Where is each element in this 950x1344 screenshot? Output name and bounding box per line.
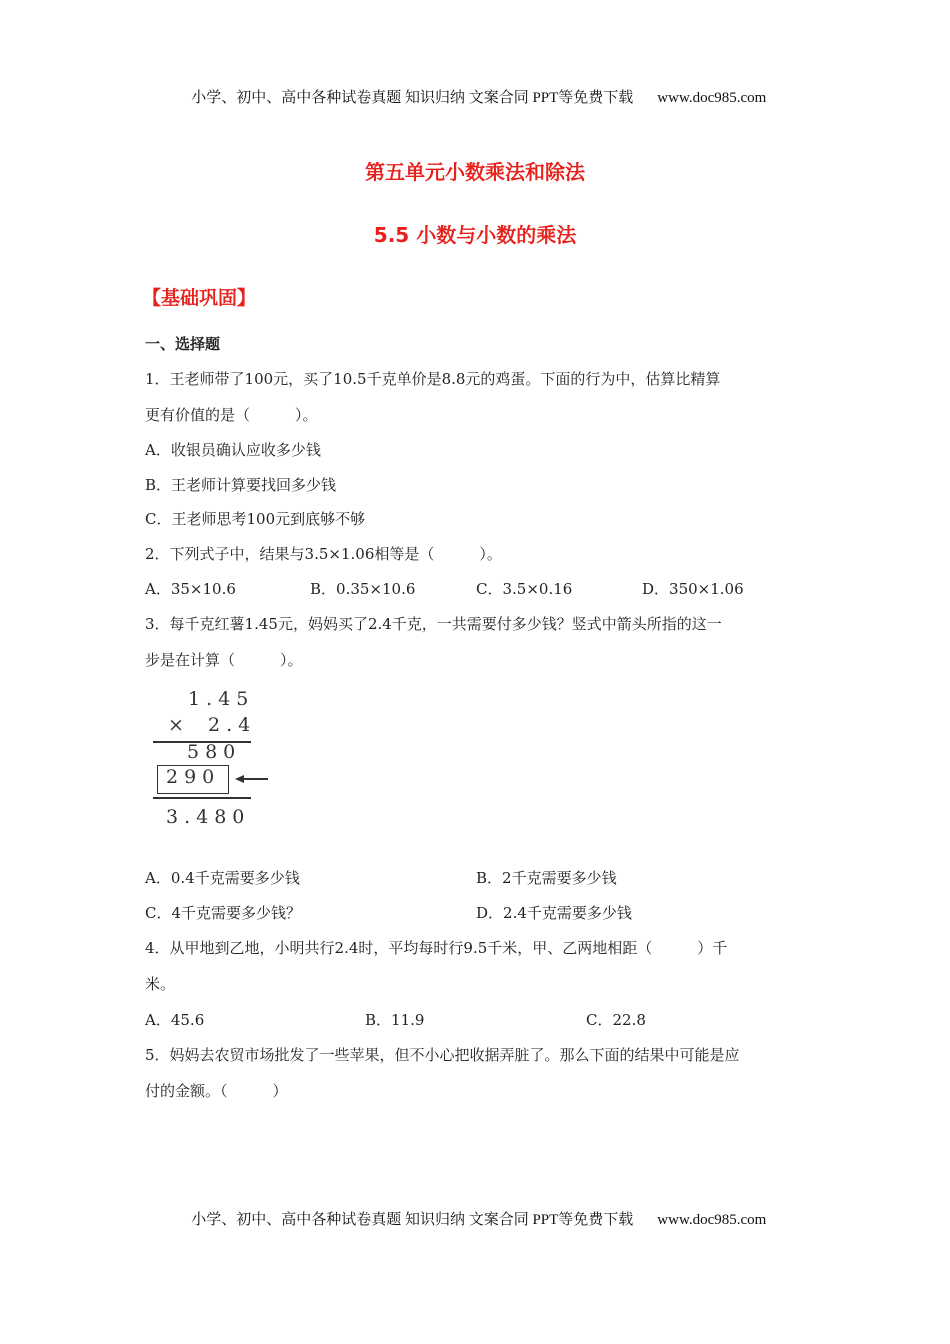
question-4-line-1: 4．从甲地到乙地，小明共行2.4时，平均每时行9.5千米，甲、乙两地相距（ ）千: [145, 939, 728, 957]
page-footer: [0, 1191, 950, 1229]
unit-title: 第五单元小数乘法和除法: [365, 160, 585, 184]
question-3-option-c: C．4千克需要多少钱？: [145, 904, 302, 922]
question-2-option-b: B．0.35×10.6: [310, 580, 416, 598]
question-4-option-c: C．22.8: [586, 1011, 646, 1029]
question-1-option-a: A．收银员确认应收多少钱: [145, 441, 321, 459]
divider-line-2: [153, 797, 251, 799]
partial-product-2: 290: [166, 766, 221, 788]
question-2-line-1: 2．下列式子中，结果与3.5×1.06相等是（ ）。: [145, 545, 502, 563]
multiplier: 2.4: [208, 714, 257, 736]
footer-url[interactable]: www.doc985.com: [657, 1212, 767, 1228]
page-header: [0, 69, 950, 107]
question-5-line-2: 付的金额。（ ）: [145, 1082, 288, 1100]
header-url[interactable]: www.doc985.com: [657, 90, 767, 106]
question-5-line-1: 5．妈妈去农贸市场批发了一些苹果，但不小心把收据弄脏了。那么下面的结果中可能是应: [145, 1046, 740, 1064]
question-1-option-c: C．王老师思考100元到底够不够: [145, 510, 366, 528]
question-4-line-2: 米。: [145, 975, 176, 993]
question-2-option-d: D．350×1.06: [642, 580, 744, 598]
lesson-title: 5.5 小数与小数的乘法: [373, 223, 577, 247]
question-2-option-a: A．35×10.6: [145, 580, 236, 598]
question-4-option-b: B．11.9: [365, 1011, 425, 1029]
arrow-shaft: [240, 778, 268, 780]
footer-text: 小学、初中、高中各种试卷真题 知识归纳 文案合同 PPT等免费下载: [191, 1212, 634, 1228]
question-3-line-2: 步是在计算（ ）。: [145, 651, 303, 669]
partial-product-1: 580: [187, 741, 242, 763]
part-heading: 一、选择题: [145, 335, 221, 353]
question-1-option-b: B．王老师计算要找回多少钱: [145, 476, 337, 494]
header-text: 小学、初中、高中各种试卷真题 知识归纳 文案合同 PPT等免费下载: [191, 90, 634, 106]
question-3-option-b: B．2千克需要多少钱: [476, 869, 617, 887]
question-1-line-2: 更有价值的是（ ）。: [145, 406, 318, 424]
question-2-option-c: C．3.5×0.16: [476, 580, 573, 598]
question-3-option-d: D．2.4千克需要多少钱: [476, 904, 632, 922]
question-4-option-a: A．45.6: [145, 1011, 205, 1029]
question-3-option-a: A．0.4千克需要多少钱: [145, 869, 300, 887]
question-1-line-1: 1．王老师带了100元，买了10.5千克单价是8.8元的鸡蛋。下面的行为中，估算比精算: [145, 370, 721, 388]
multiplicand: 1.45: [188, 688, 255, 710]
product: 3.480: [166, 806, 251, 828]
question-3-line-1: 3．每千克红薯1.45元，妈妈买了2.4千克，一共需要付多少钱？竖式中箭头所指的这一: [145, 615, 722, 633]
section-heading: 【基础巩固】: [142, 287, 257, 309]
multiply-sign: ×: [168, 714, 190, 736]
